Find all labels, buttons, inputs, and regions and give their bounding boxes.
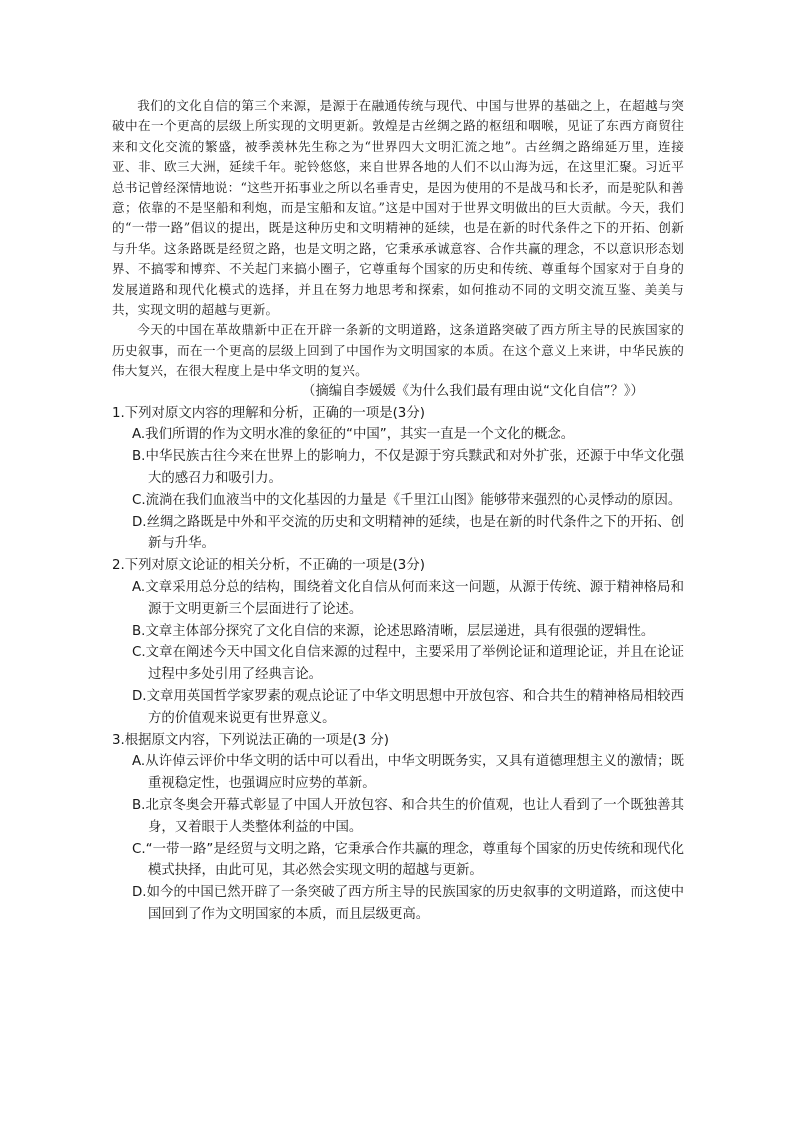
reading-passage xyxy=(112,96,684,382)
passage-source: （摘编自李媛媛《为什么我们最有理由说“文化自信”？》） xyxy=(302,383,644,399)
passage-paragraph-1: 我们的文化自信的第三个来源，是源于在融通传统与现代、中国与世界的基础之上，在超越与突破中在一个更高的层级上所实现的文明更新。敦煌是古丝绸之路的枢纽和咽喉，见证了东西方商贸往来和文化交流的繁盛，被季羡林先生称之为“世界四大文明汇流之地”。古丝绸之路绵延万里，连接亚、非、欧三大洲，延续千年。驼铃悠悠，来自世界各地的人们不以山海为远，在这里汇聚。习近平总书记曾经深情地说：“这些开拓事业之所以名垂青史，是因为使用的不是战马和长矛，而是驼队和善意；依靠的不是坚船和利炮，而是宝船和友谊。”这是中国对于世界文明做出的巨大贡献。今天，我们的“一带一路”倡议的提出，既是这种历史和文明精神的延续，也是在新的时代条件之下的开拓、创新与升华。这条路既是经贸之路，也是文明之路，它秉承承诚意容、合作共赢的理念，不以意识形态划界、不搞零和博弈、不关起门来搞小圈子，它尊重每个国家的历史和传统、尊重每个国家对于自身的发展道路和现代化模式的选择，并且在努力地思考和探索，如何推动不同的文明交流互鉴、美美与共，实现文明的超越与更新。 xyxy=(112,98,684,318)
question-stem: 1.下列对原文内容的理解和分析，正确的一项是(3分) xyxy=(112,405,425,421)
option-b: B.中华民族古往今来在世界上的影响力，不仅是源于穷兵黩武和对外扩张，还源于中华文化强大的感召力和吸引力。 xyxy=(132,449,684,487)
option-c: C.文章在阐述今天中国文化自信来源的过程中，主要采用了举例论证和道理论证，并且在论证过程中多处引用了经典言论。 xyxy=(132,645,684,683)
option-d: D.如今的中国已然开辟了一条突破了西方所主导的民族国家的历史叙事的文明道路，而这使中国回到了作为文明国家的本质，而且层级更高。 xyxy=(132,885,684,923)
option-a: A.我们所谓的作为文明水准的象征的“中国”，其实一直是一个文化的概念。 xyxy=(132,427,575,443)
option-b: B.文章主体部分探究了文化自信的来源，论述思路清晰，层层递进，具有很强的逻辑性。 xyxy=(132,623,655,639)
question-1 xyxy=(112,403,684,556)
question-stem: 3.根据原文内容，下列说法正确的一项是(3 分) xyxy=(112,732,390,748)
exam-page xyxy=(112,96,684,926)
option-b: B.北京冬奥会开幕式彰显了中国人开放包容、和合共生的价值观，也让人看到了一个既独善其身，又着眼于人类整体利益的中国。 xyxy=(132,798,684,835)
option-c: C.“一带一路”是经贸与文明之路，它秉承合作共赢的理念，尊重每个国家的历史传统和现代化模式抉择，由此可见，其必然会实现文明的超越与更新。 xyxy=(132,841,684,879)
option-d: D.文章用英国哲学家罗素的观点论证了中华文明思想中开放包容、和合共生的精神格局相较西方的价值观来说更有世界意义。 xyxy=(132,689,684,726)
option-d: D.丝绸之路既是中外和平交流的历史和文明精神的延续，也是在新的时代条件之下的开拓、创新与升华。 xyxy=(132,514,684,552)
question-stem: 2.下列对原文论证的相关分析，不正确的一项是(3分) xyxy=(112,558,425,574)
passage-paragraph-2: 今天的中国在革故鼎新中正在开辟一条新的文明道路，这条道路突破了西方所主导的民族国家的历史叙事，而在一个更高的层级上回到了中国作为文明国家的本质。在这个意义上来讲，中华民族的伟大复兴，在很大程度上是中华文明的复兴。 xyxy=(112,322,684,379)
option-a: A.从许倬云评价中华文明的话中可以看出，中华文明既务实，又具有道德理想主义的激情；既重视稳定性，也强调应时应势的革新。 xyxy=(132,754,684,792)
option-c: C.流淌在我们血液当中的文化基因的力量是《千里江山图》能够带来强烈的心灵悸动的原因。 xyxy=(132,492,682,508)
option-a: A.文章采用总分总的结构，围绕着文化自信从何而来这一问题，从源于传统、源于精神格局和源于文明更新三个层面进行了论述。 xyxy=(132,580,684,617)
question-3 xyxy=(112,730,684,926)
question-2 xyxy=(112,555,684,729)
